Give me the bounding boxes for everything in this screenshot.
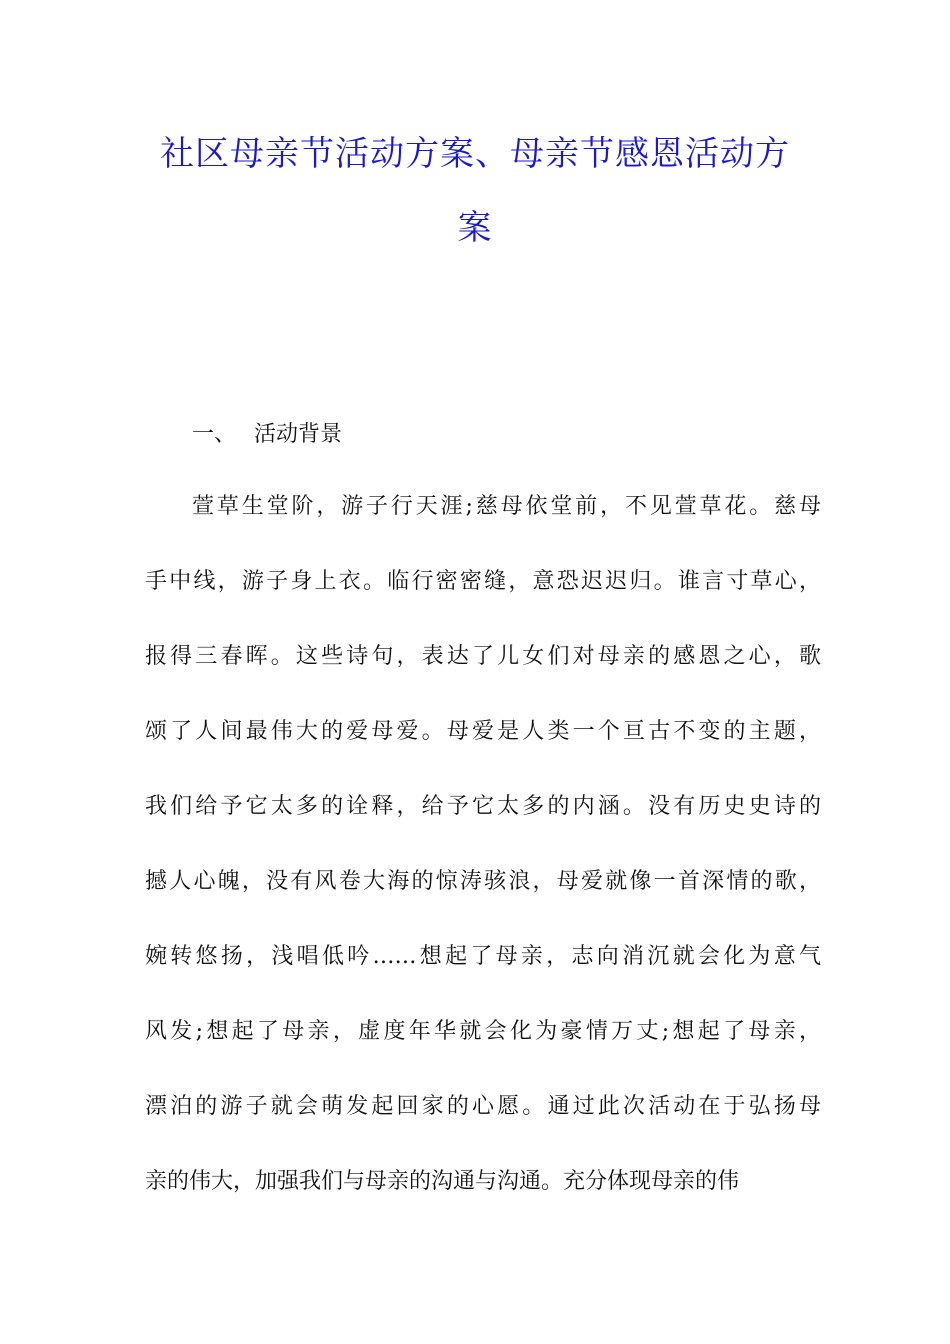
paragraph-line: 手中线，游子身上衣。临行密密缝，意恐迟迟归。谁言寸草心， xyxy=(145,569,821,594)
paragraph-line: 我们给予它太多的诠释，给予它太多的内涵。没有历史史诗的 xyxy=(145,794,821,819)
section-title: 活动背景 xyxy=(254,422,343,447)
document-title-line-2: 案 xyxy=(457,208,493,248)
paragraph-line: 颂了人间最伟大的爱母爱。母爱是人类一个亘古不变的主题， xyxy=(145,719,821,744)
paragraph-line: 婉转悠扬，浅唱低吟……想起了母亲，志向消沉就会化为意气 xyxy=(145,944,821,969)
paragraph-line: 撼人心魄，没有风卷大海的惊涛骇浪，母爱就像一首深情的歌， xyxy=(145,869,821,894)
paragraph-line: 亲的伟大，加强我们与母亲的沟通与沟通。充分体现母亲的伟 xyxy=(145,1169,740,1194)
paragraph-line: 报得三春晖。这些诗句，表达了儿女们对母亲的感恩之心，歌 xyxy=(145,644,821,669)
paragraph-line: 漂泊的游子就会萌发起回家的心愿。通过此次活动在于弘扬母 xyxy=(145,1094,821,1119)
paragraph-line: 风发;想起了母亲，虚度年华就会化为豪情万丈;想起了母亲， xyxy=(145,1019,821,1044)
section-number: 一、 xyxy=(192,422,237,447)
paragraph-line: 萱草生堂阶，游子行天涯;慈母依堂前，不见萱草花。慈母 xyxy=(192,494,821,519)
document-title-line-1: 社区母亲节活动方案、母亲节感恩活动方 xyxy=(160,134,790,174)
section-heading xyxy=(192,420,342,450)
